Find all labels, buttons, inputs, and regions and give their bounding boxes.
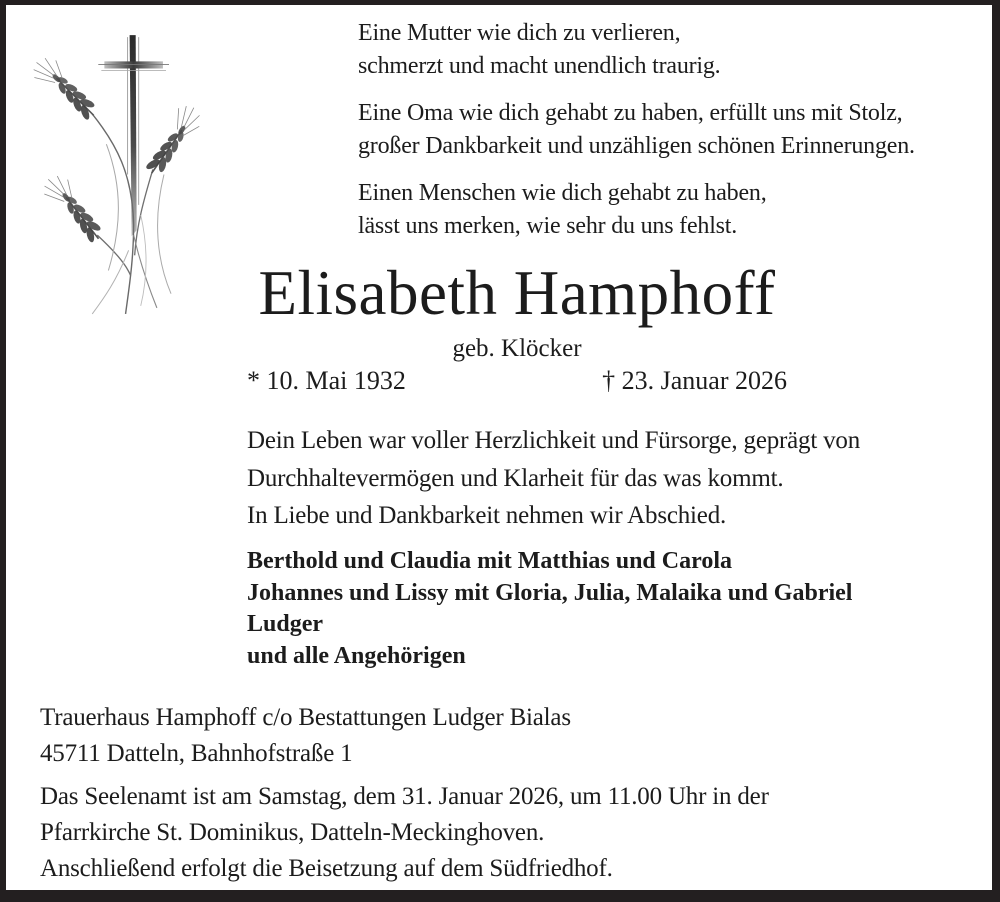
funeral-home-block	[40, 700, 571, 772]
mourners-line: Ludger	[247, 611, 324, 638]
cross-and-wheat-icon	[26, 23, 211, 321]
tribute-text	[247, 422, 907, 535]
funeral-home-address: 45711 Datteln, Bahnhofstraße 1	[40, 740, 353, 767]
mourners-list	[247, 546, 927, 673]
quote-line: Eine Oma wie dich gehabt zu haben, erfüllt uns mit Stolz,	[358, 100, 903, 126]
birth-date: * 10. Mai 1932	[247, 366, 406, 395]
mourners-line: und alle Angehörigen	[247, 643, 466, 670]
quote-line: lässt uns merken, wie sehr du uns fehlst.	[358, 213, 738, 239]
intro-quotes	[358, 17, 915, 257]
burial-line: Anschließend erfolgt die Beisetzung auf dem Südfriedhof.	[40, 855, 613, 882]
quote-line: Eine Mutter wie dich zu verlieren,	[358, 20, 681, 46]
quote-line: Einen Menschen wie dich gehabt zu haben,	[358, 180, 767, 206]
quote-oma	[358, 97, 915, 163]
funeral-home-name: Trauerhaus Hamphoff c/o Bestattungen Ludger Bialas	[40, 704, 571, 731]
tribute-line: Durchhaltevermögen und Klarheit für das was kommt.	[247, 464, 784, 492]
tribute-line: Dein Leben war voller Herzlichkeit und Fürsorge, geprägt von	[247, 427, 861, 454]
life-dates	[247, 366, 787, 396]
mourners-line: Berthold und Claudia mit Matthias und Carola	[247, 548, 732, 574]
burial-info-block	[40, 851, 613, 887]
quote-line: schmerzt und macht unendlich traurig.	[358, 53, 721, 79]
quote-line: großer Dankbarkeit und unzähligen schönen Erinnerungen.	[358, 133, 915, 159]
deceased-block	[247, 260, 787, 363]
tribute-line: In Liebe und Dankbarkeit nehmen wir Abschied.	[247, 502, 727, 529]
service-info-block	[40, 779, 769, 851]
quote-mensch	[358, 177, 915, 243]
maiden-name: geb. Klöcker	[452, 335, 582, 363]
service-line: Das Seelenamt ist am Samstag, dem 31. Januar 2026, um 11.00 Uhr in der	[40, 783, 769, 810]
service-line: Pfarrkirche St. Dominikus, Datteln-Meckinghoven.	[40, 819, 545, 846]
quote-mutter	[358, 17, 915, 83]
death-date: † 23. Januar 2026	[602, 366, 787, 395]
deceased-name: Elisabeth Hamphoff	[258, 258, 776, 328]
mourners-line: Johannes und Lissy mit Gloria, Julia, Malaika und Gabriel	[247, 579, 853, 606]
